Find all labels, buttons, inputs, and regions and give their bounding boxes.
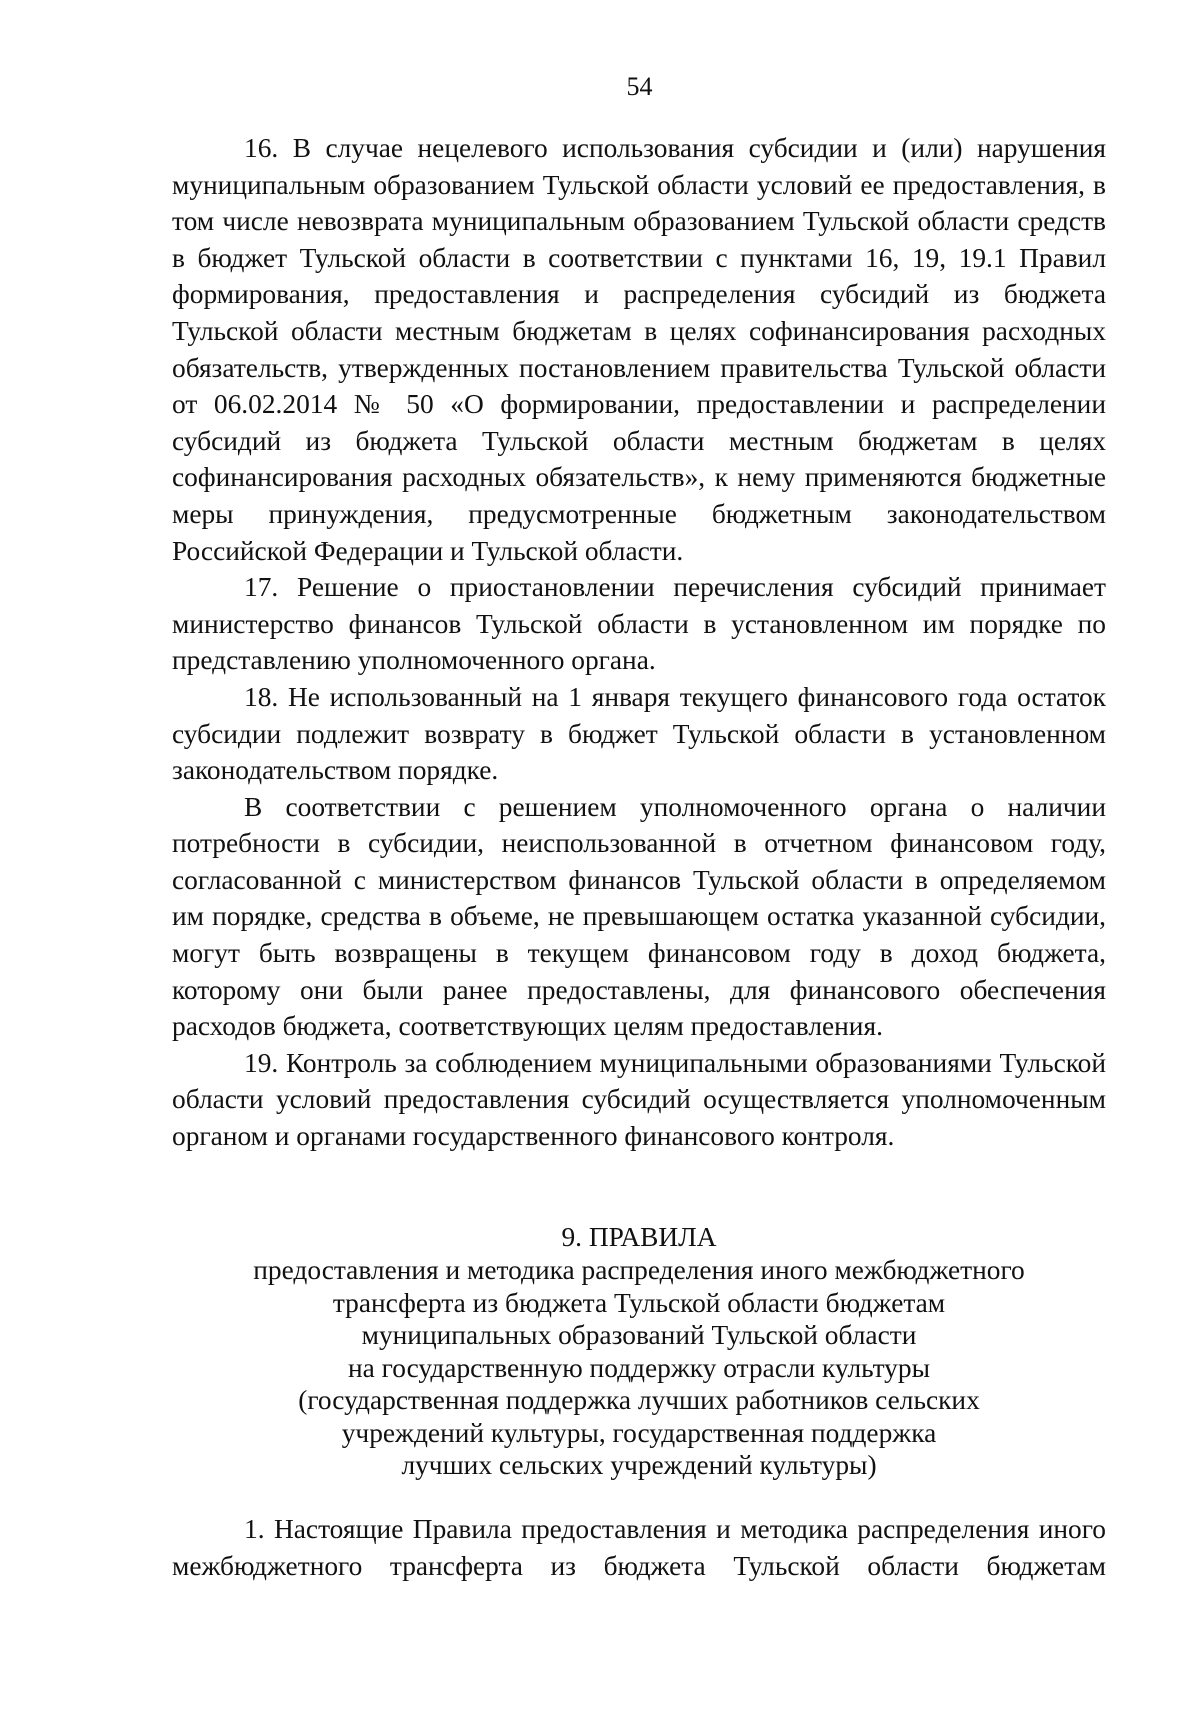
section-subtitle-line: лучших сельских учреждений культуры) — [401, 1450, 877, 1480]
section-paragraph-1: 1. Настоящие Правила предоставления и методика распределения иного межбюджетного трансферта из бюджета Тульской области бюджетам — [172, 1514, 1106, 1581]
section-subtitle-line: трансферта из бюджета Тульской области бюджетам — [332, 1287, 946, 1318]
section-body-text — [172, 1511, 1106, 1584]
page-number: 54 — [626, 72, 653, 101]
section-subtitle-line: муниципальных образований Тульской области — [361, 1320, 917, 1350]
paragraph-17: 17. Решение о приостановлении перечисления субсидий принимает министерство финансов Тульской области в установленном им порядке по представлению уполномоченного органа. — [172, 572, 1106, 676]
section-subtitle-line: предоставления и методика распределения иного межбюджетного — [253, 1255, 1025, 1285]
paragraph-18-continuation: В соответствии с решением уполномоченного органа о наличии потребности в субсидии, неиспользованной в отчетном финансовом году, согласованной с министерством финансов Тульской области в определяемом им порядке, средства в объеме, не превышающем остатка указанной субсидии, могут быть возвращены в текущем финансовом году в доход бюджета, которому они были ранее предоставлены, для финансового обеспечения расходов бюджета, соответствующих целям предоставления. — [172, 791, 1106, 1042]
paragraph-16: 16. В случае нецелевого использования субсидии и (или) нарушения муниципальным образованием Тульской области условий ее предоставления, в том числе невозврата муниципальным образованием Тульской области средств в бюджет Тульской области в соответствии с пунктами 16, 19, 19.1 Правил формирования, предоставления и распределения субсидий из бюджета Тульской области местным бюджетам в целях софинансирования расходных обязательств, утвержденных постановлением правительства Тульской области от 06.02.2014 № 50 «О формировании, предоставлении и распределении субсидий из бюджета Тульской области местным бюджетам в целях софинансирования расходных обязательств», к нему применяются бюджетные меры принуждения, предусмотренные бюджетным законодательством Российской Федерации и Тульской области. — [172, 133, 1106, 566]
body-text — [172, 130, 1106, 1155]
paragraph-19: 19. Контроль за соблюдением муниципальными образованиями Тульской области условий предоставления субсидий осуществляется уполномоченным органом и органами государственного финансового контроля. — [172, 1047, 1106, 1152]
paragraph-18: 18. Не использованный на 1 января текущего финансового года остаток субсидии подлежит возврату в бюджет Тульской области в установленном законодательством порядке. — [172, 681, 1106, 786]
section-subtitle-line: на государственную поддержку отрасли культуры — [348, 1352, 930, 1383]
section-title: 9. ПРАВИЛА — [561, 1222, 717, 1252]
section-subtitle-line: (государственная поддержка лучших работников сельских — [298, 1385, 980, 1415]
section-subtitle-line: учреждений культуры, государственная поддержка — [341, 1417, 937, 1448]
section-heading — [172, 1220, 1106, 1482]
